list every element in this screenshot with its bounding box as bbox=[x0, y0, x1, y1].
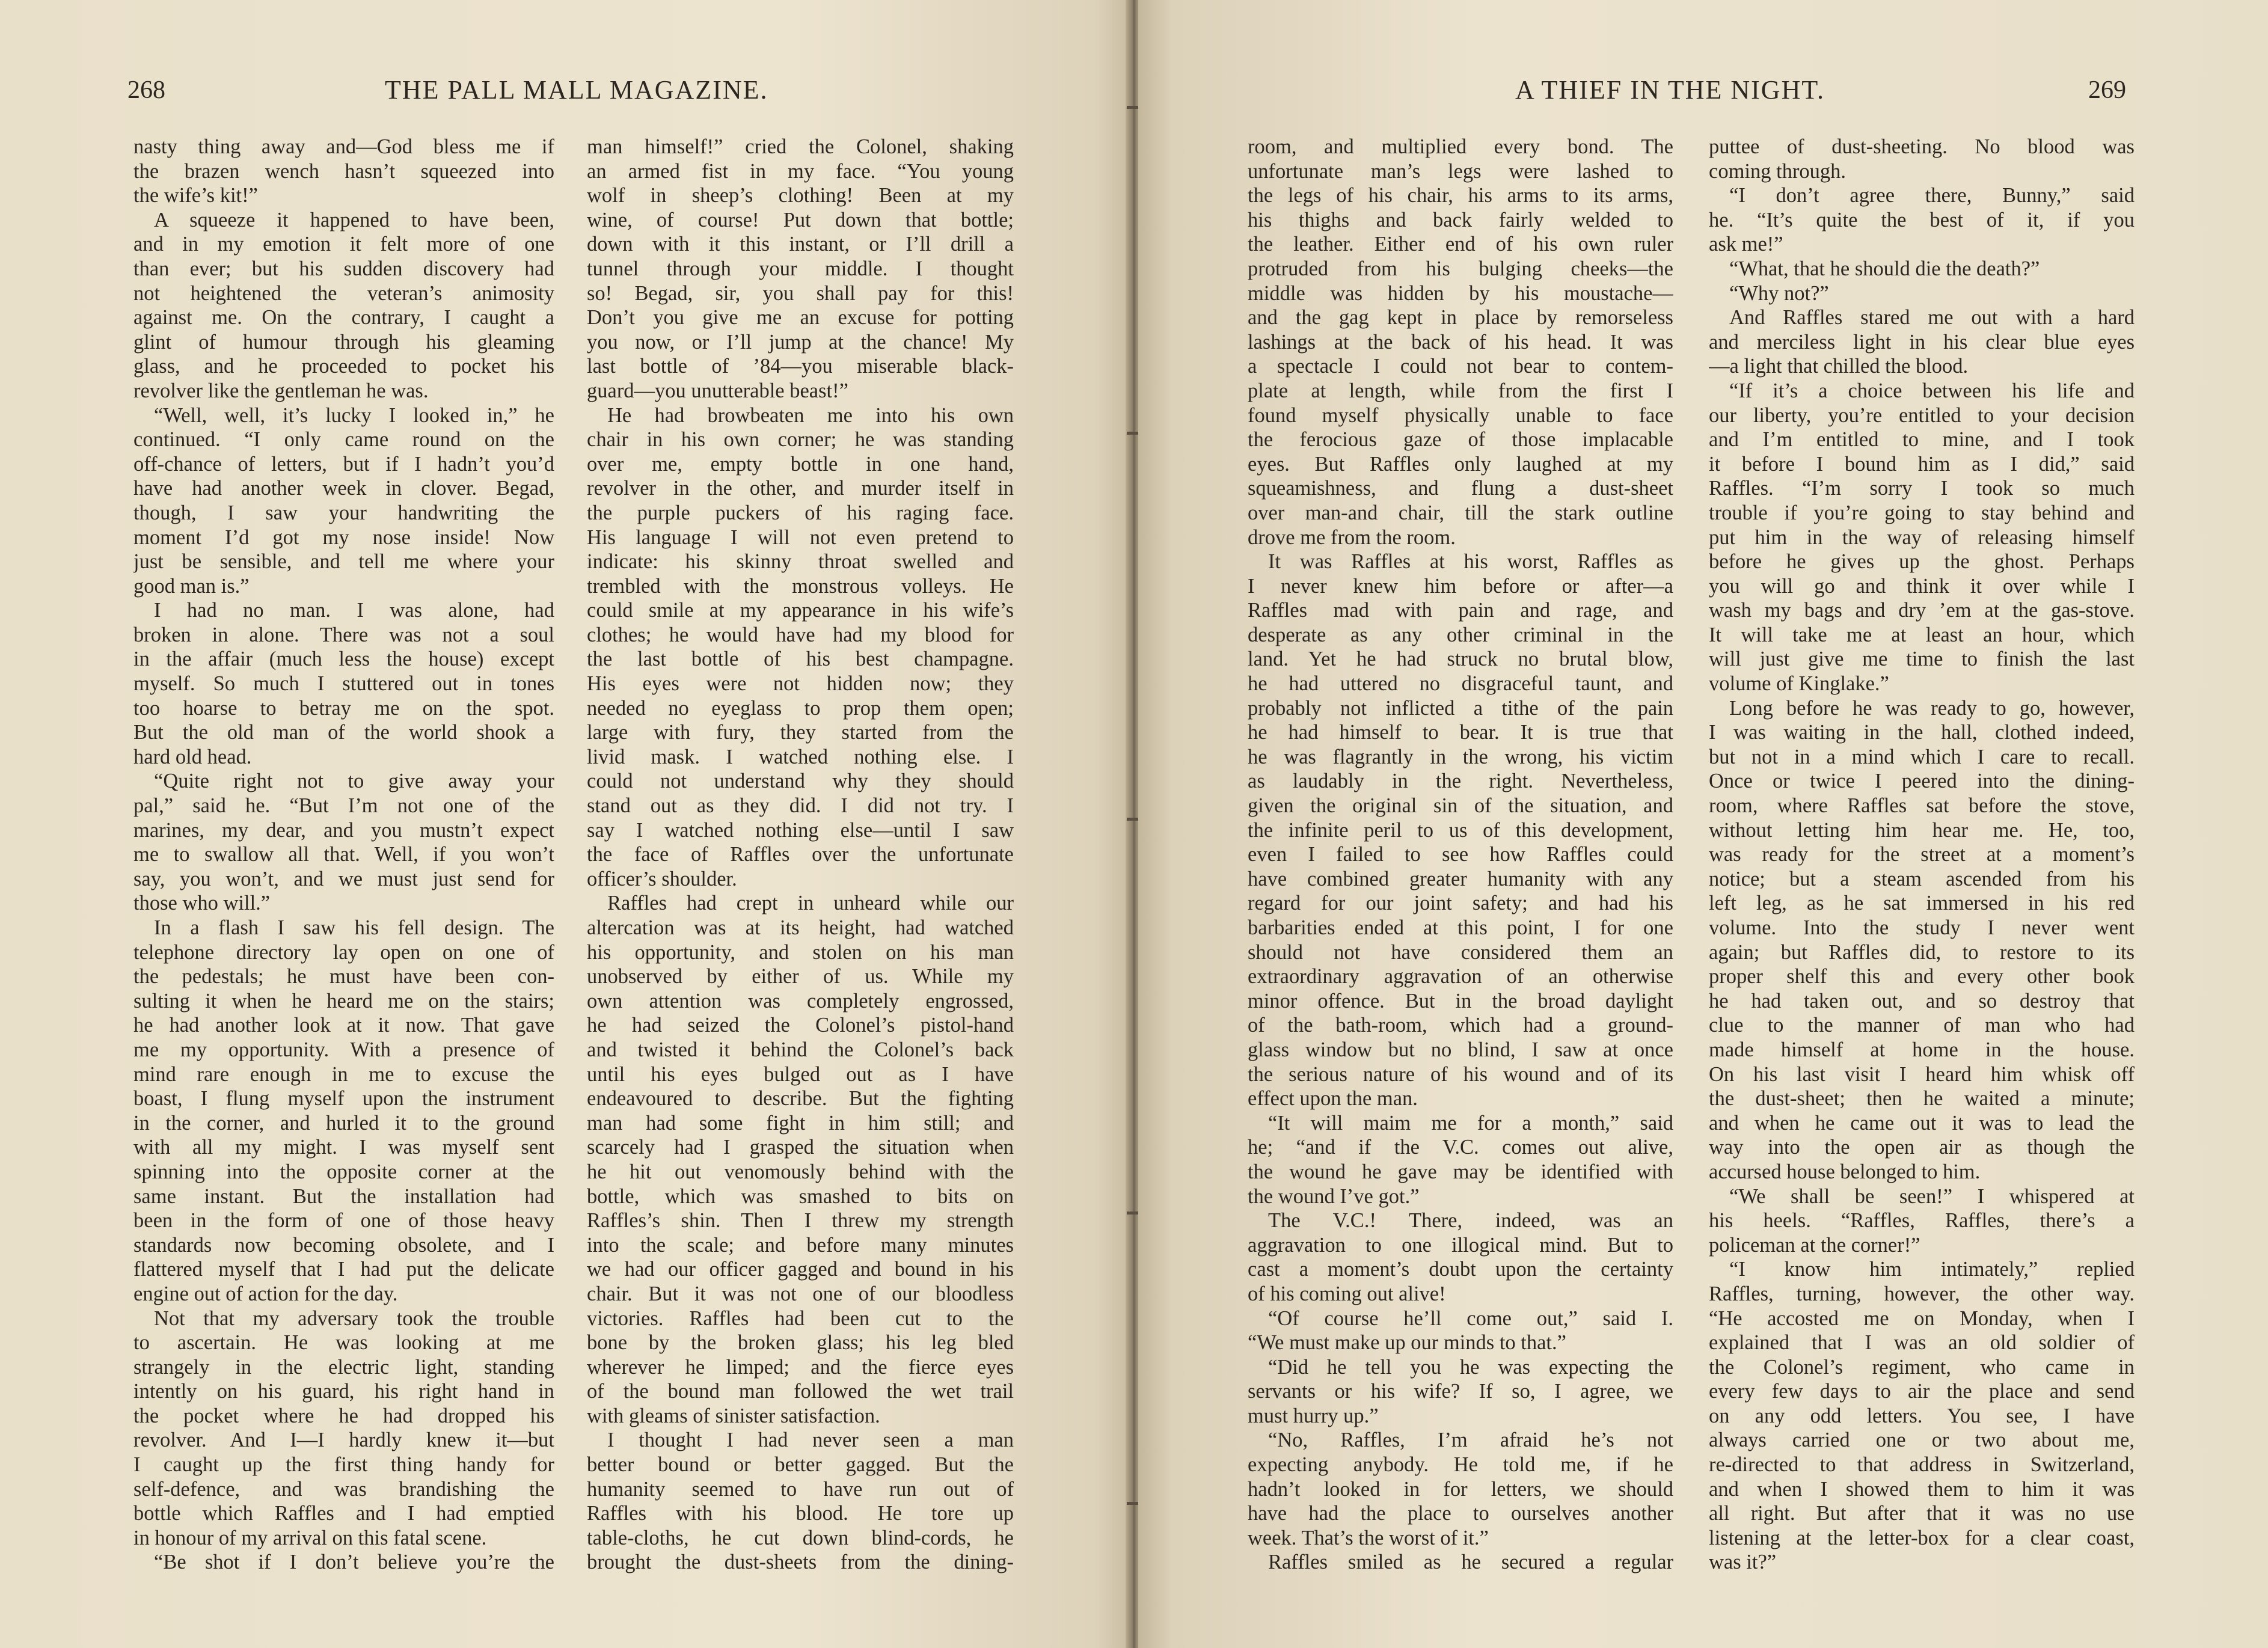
text-line: “Why not?” bbox=[1729, 281, 1829, 305]
text-line: boast, I flung myself upon the instrument bbox=[133, 1087, 554, 1110]
text-line: the pedestals; he must have been con- bbox=[133, 965, 554, 988]
text-line: down with it this instant, or I’ll drill a bbox=[587, 233, 1014, 256]
text-line: I was waiting in the hall, clothed indeed, bbox=[1709, 721, 2135, 744]
text-line: engine out of action for the day. bbox=[133, 1282, 398, 1305]
text-line: I thought I had never seen a man bbox=[607, 1429, 1014, 1452]
text-line: he had seized the Colonel’s pistol-hand bbox=[587, 1014, 1014, 1037]
text-line: needed no eyeglass to prop them open; bbox=[587, 696, 1014, 720]
text-line: trouble if you’re going to stay behind and bbox=[1709, 501, 2135, 524]
text-line: wash my bags and dry ’em at the gas-stove. bbox=[1709, 599, 2135, 622]
text-line: A squeeze it happened to have been, bbox=[154, 208, 554, 231]
text-line: spinning into the opposite corner at the bbox=[133, 1160, 554, 1183]
text-line: always carried one or two about me, bbox=[1709, 1429, 2135, 1452]
text-line: self-defence, and was brandishing the bbox=[133, 1477, 554, 1501]
text-line: “What, that he should die the death?” bbox=[1729, 257, 2040, 280]
text-column bbox=[133, 135, 554, 1575]
text-line: but not in a mind which I care to recall. bbox=[1709, 745, 2135, 768]
text-line: “Of course he’ll come out,” said I. bbox=[1268, 1306, 1673, 1330]
text-line: He had browbeaten me into his own bbox=[607, 403, 1014, 427]
text-line: extraordinary aggravation of an otherwise bbox=[1248, 965, 1673, 988]
text-line: way into the open air as though the bbox=[1709, 1136, 2135, 1159]
text-line: he had another look at it now. That gave bbox=[133, 1014, 554, 1037]
text-line: livid mask. I watched nothing else. I bbox=[587, 745, 1014, 768]
text-line: the pocket where he had dropped his bbox=[133, 1404, 554, 1427]
text-line: room, and multiplied every bond. The bbox=[1248, 135, 1673, 158]
text-line: have had the place to ourselves another bbox=[1248, 1502, 1673, 1525]
text-line: and when he came out it was to lead the bbox=[1709, 1111, 2135, 1135]
text-line: must hurry up.” bbox=[1248, 1404, 1379, 1427]
text-line: “No, Raffles, I’m afraid he’s not bbox=[1268, 1429, 1673, 1452]
text-line: The V.C.! There, indeed, was an bbox=[1268, 1209, 1673, 1233]
text-line: volume. Into the study I never went bbox=[1709, 916, 2135, 939]
text-line: Raffles. “I’m sorry I took so much bbox=[1709, 477, 2135, 500]
text-line: the brazen wench hasn’t squeezed into bbox=[133, 159, 554, 183]
text-line: he had taken out, and so destroy that bbox=[1709, 989, 2135, 1012]
text-line: and I’m entitled to mine, and I took bbox=[1709, 428, 2135, 452]
text-line: I had no man. I was alone, had bbox=[154, 599, 554, 622]
text-line: “It will maim me for a month,” said bbox=[1268, 1111, 1673, 1135]
text-line: barbarities ended at this point, I for one bbox=[1248, 916, 1673, 939]
text-line: officer’s shoulder. bbox=[587, 867, 737, 890]
text-line: nasty thing away and—God bless me if bbox=[133, 135, 554, 158]
text-line: as laudably in the right. Nevertheless, bbox=[1248, 770, 1673, 793]
text-line: have had another week in clover. Begad, bbox=[133, 477, 554, 500]
text-line: you will go and think it over while I bbox=[1709, 574, 2135, 598]
text-line: chair in his own corner; he was standing bbox=[587, 428, 1014, 452]
text-line: His eyes were not hidden now; they bbox=[587, 672, 1014, 696]
text-line: say I watched nothing else—until I saw bbox=[587, 818, 1014, 842]
text-line: with gleams of sinister satisfaction. bbox=[587, 1404, 880, 1427]
text-line: too hoarse to betray me on the spot. bbox=[133, 696, 554, 720]
text-line: I never knew him before or after—a bbox=[1248, 574, 1673, 598]
text-line: week. That’s the worst of it.” bbox=[1248, 1526, 1489, 1549]
text-line: off-chance of letters, but if I hadn’t you’d bbox=[133, 452, 554, 476]
text-line: drove me from the room. bbox=[1248, 525, 1456, 549]
text-line: pal,” said he. “But I’m not one of the bbox=[133, 794, 554, 818]
text-line: Not that my adversary took the trouble bbox=[154, 1306, 554, 1330]
text-line: altercation was at its height, had watched bbox=[587, 916, 1014, 939]
text-line: room, where Raffles sat before the stove, bbox=[1709, 794, 2135, 818]
text-line: an armed fist in my face. “You young bbox=[587, 159, 1014, 183]
text-line: glint of humour through his gleaming bbox=[133, 330, 554, 354]
text-line: endeavoured to describe. But the fighting bbox=[587, 1087, 1014, 1110]
text-line: the purple puckers of his raging face. bbox=[587, 501, 1014, 524]
text-line: accursed house belonged to him. bbox=[1709, 1160, 1981, 1183]
text-line: bottle which Raffles and I had emptied bbox=[133, 1502, 554, 1525]
text-line: servants or his wife? If so, I agree, we bbox=[1248, 1380, 1673, 1403]
text-line: the leather. Either end of his own ruler bbox=[1248, 233, 1673, 256]
text-line: flattered myself that I had put the delicate bbox=[133, 1258, 554, 1281]
text-line: glass window but no blind, I saw at once bbox=[1248, 1038, 1673, 1061]
text-line: In a flash I saw his fell design. The bbox=[154, 916, 554, 939]
text-line: ask me!” bbox=[1709, 233, 1783, 256]
text-line: with all my might. I was myself sent bbox=[133, 1136, 554, 1159]
text-line: so! Begad, sir, you shall pay for this! bbox=[587, 281, 1014, 305]
text-column bbox=[1248, 135, 1673, 1575]
text-line: Raffles’s shin. Then I threw my strength bbox=[587, 1209, 1014, 1233]
text-line: chair. But it was not one of our bloodless bbox=[587, 1282, 1014, 1305]
text-line: he had himself to bear. It is true that bbox=[1248, 721, 1673, 744]
text-line: eyes. But Raffles only laughed at my bbox=[1248, 452, 1673, 476]
running-head: A THIEF IN THE NIGHT. bbox=[1515, 75, 1825, 105]
text-line: and the gag kept in place by remorseless bbox=[1248, 306, 1673, 329]
text-column bbox=[1709, 135, 2135, 1575]
text-line: “He accosted me on Monday, when I bbox=[1709, 1306, 2135, 1330]
text-line: his opportunity, and stolen on his man bbox=[587, 940, 1014, 964]
text-line: of the bound man followed the wet trail bbox=[587, 1380, 1014, 1403]
text-line: middle was hidden by his moustache— bbox=[1248, 281, 1673, 305]
text-line: all right. But after that it was no use bbox=[1709, 1502, 2135, 1525]
text-line: Don’t you give me an excuse for potting bbox=[587, 306, 1014, 329]
text-line: man had some fight in him still; and bbox=[587, 1111, 1014, 1135]
text-line: It will take me at least an hour, which bbox=[1709, 623, 2135, 646]
text-line: over man-and chair, till the stark outline bbox=[1248, 501, 1673, 524]
text-line: even I failed to see how Raffles could bbox=[1248, 843, 1673, 866]
page-number: 269 bbox=[2088, 76, 2126, 104]
text-line: cast a moment’s doubt upon the certainty bbox=[1248, 1258, 1673, 1281]
text-line: he; “and if the V.C. comes out alive, bbox=[1248, 1136, 1673, 1159]
text-line: own attention was completely engrossed, bbox=[587, 989, 1014, 1012]
text-line: humanity seemed to have run out of bbox=[587, 1477, 1014, 1501]
text-line: have combined greater humanity with any bbox=[1248, 867, 1673, 890]
text-line: moment I’d got my nose inside! Now bbox=[133, 525, 554, 549]
text-line: could not understand why they should bbox=[587, 770, 1014, 793]
text-line: scarcely had I grasped the situation when bbox=[587, 1136, 1014, 1159]
text-line: Raffles with his blood. He tore up bbox=[587, 1502, 1014, 1525]
text-line: probably not inflicted a tithe of the pain bbox=[1248, 696, 1673, 720]
text-line: the face of Raffles over the unfortunate bbox=[587, 843, 1014, 866]
text-line: expecting anybody. He told me, if he bbox=[1248, 1453, 1673, 1477]
text-line: of the bath-room, which had a ground- bbox=[1248, 1014, 1673, 1037]
text-line: we had our officer gagged and bound in his bbox=[587, 1258, 1014, 1281]
text-column bbox=[587, 135, 1014, 1575]
running-head: THE PALL MALL MAGAZINE. bbox=[385, 75, 768, 105]
text-line: broken in alone. There was not a soul bbox=[133, 623, 554, 646]
text-line: the ferocious gaze of those implacable bbox=[1248, 428, 1673, 452]
text-line: not heightened the veteran’s animosity bbox=[133, 281, 554, 305]
text-line: bone by the broken glass; his leg bled bbox=[587, 1331, 1014, 1355]
text-line: marines, my dear, and you mustn’t expect bbox=[133, 818, 554, 842]
text-line: squeamishness, and flung a dust-sheet bbox=[1248, 477, 1673, 500]
text-line: clue to the manner of man who had bbox=[1709, 1014, 2135, 1037]
text-line: tunnel through your middle. I thought bbox=[587, 257, 1014, 280]
text-line: —a light that chilled the blood. bbox=[1709, 355, 1969, 378]
right-page bbox=[1138, 0, 2268, 1648]
text-line: aggravation to one illogical mind. But to bbox=[1248, 1233, 1673, 1257]
text-line: continued. “I only came round on the bbox=[133, 428, 554, 452]
text-line: should not have considered them an bbox=[1248, 940, 1673, 964]
text-line: better bound or better gagged. But the bbox=[587, 1453, 1014, 1477]
text-line: indicate: his skinny throat swelled and bbox=[587, 550, 1014, 574]
text-line: it before I bound him as I did,” said bbox=[1709, 452, 2135, 476]
text-line: guard—you unutterable beast!” bbox=[587, 379, 848, 402]
page-number: 268 bbox=[127, 76, 165, 104]
text-line: and twisted it behind the Colonel’s back bbox=[587, 1038, 1014, 1061]
text-line: every few days to air the place and send bbox=[1709, 1380, 2135, 1403]
text-line: It was Raffles at his worst, Raffles as bbox=[1268, 550, 1673, 574]
text-line: protruded from his bulging cheeks—the bbox=[1248, 257, 1673, 280]
text-line: Raffles had crept in unheard while our bbox=[607, 892, 1014, 915]
text-line: listening at the letter-box for a clear coast, bbox=[1709, 1526, 2135, 1549]
text-line: left leg, as he sat immersed in his red bbox=[1709, 892, 2135, 915]
text-line: revolver. And I—I hardly knew it—but bbox=[133, 1429, 554, 1452]
text-line: Raffles smiled as he secured a regular bbox=[1268, 1551, 1673, 1574]
text-line: myself. So much I stuttered out in tones bbox=[133, 672, 554, 696]
text-line: and merciless light in his clear blue eyes bbox=[1709, 330, 2135, 354]
text-line: plate at length, while from the first I bbox=[1248, 379, 1673, 402]
text-line: land. Yet he had struck no brutal blow, bbox=[1248, 648, 1673, 671]
text-line: could smile at my appearance in his wife’s bbox=[587, 599, 1014, 622]
text-line: Once or twice I peered into the dining- bbox=[1709, 770, 2135, 793]
text-line: “I don’t agree there, Bunny,” said bbox=[1729, 184, 2135, 207]
text-line: standards now becoming obsolete, and I bbox=[133, 1233, 554, 1257]
text-line: given the original sin of the situation, and bbox=[1248, 794, 1673, 818]
text-line: And Raffles stared me out with a hard bbox=[1729, 306, 2135, 329]
text-line: made himself at home in the house. bbox=[1709, 1038, 2135, 1061]
text-line: the wife’s kit!” bbox=[133, 184, 258, 207]
text-line: “I know him intimately,” replied bbox=[1729, 1258, 2135, 1281]
text-line: on any odd letters. You see, I have bbox=[1709, 1404, 2135, 1427]
text-line: the wound I’ve got.” bbox=[1248, 1184, 1420, 1208]
text-line: unfortunate man’s legs were lashed to bbox=[1248, 159, 1673, 183]
text-line: “If it’s a choice between his life and bbox=[1729, 379, 2135, 402]
text-line: a spectacle I could not bear to contem- bbox=[1248, 355, 1673, 378]
text-line: he was flagrantly in the wrong, his victim bbox=[1248, 745, 1673, 768]
text-line: was ready for the street at a moment’s bbox=[1709, 843, 2135, 866]
text-line: proper shelf this and every other book bbox=[1709, 965, 2135, 988]
text-line: glass, and he proceeded to pocket his bbox=[133, 355, 554, 378]
text-line: over me, empty bottle in one hand, bbox=[587, 452, 1014, 476]
text-line: effect upon the man. bbox=[1248, 1087, 1418, 1110]
text-line: put him in the way of releasing himself bbox=[1709, 525, 2135, 549]
text-line: me my opportunity. With a presence of bbox=[133, 1038, 554, 1061]
text-line: and in my emotion it felt more of one bbox=[133, 233, 554, 256]
text-line: “Did he tell you he was expecting the bbox=[1268, 1355, 1673, 1379]
text-line: telephone directory lay open on one of bbox=[133, 940, 554, 964]
text-line: me to swallow all that. Well, if you won’t bbox=[133, 843, 554, 866]
text-line: his heels. “Raffles, Raffles, there’s a bbox=[1709, 1209, 2135, 1233]
text-line: same instant. But the installation had bbox=[133, 1184, 554, 1208]
text-line: just be sensible, and tell me where your bbox=[133, 550, 554, 574]
text-line: in honour of my arrival on this fatal scene. bbox=[133, 1526, 487, 1549]
text-line: of his coming out alive! bbox=[1248, 1282, 1446, 1305]
text-line: in the corner, and hurled it to the ground bbox=[133, 1111, 554, 1135]
text-line: against me. On the contrary, I caught a bbox=[133, 306, 554, 329]
text-line: will just give me time to finish the last bbox=[1709, 648, 2135, 671]
text-line: unobserved by either of us. While my bbox=[587, 965, 1014, 988]
text-line: sulting it when he heard me on the stairs; bbox=[133, 989, 554, 1012]
text-line: But the old man of the world shook a bbox=[133, 721, 554, 744]
text-line: intently on his guard, his right hand in bbox=[133, 1380, 554, 1403]
text-line: good man is.” bbox=[133, 574, 250, 598]
text-line: to ascertain. He was looking at me bbox=[133, 1331, 554, 1355]
text-line: clothes; he would have had my blood for bbox=[587, 623, 1014, 646]
text-line: Long before he was ready to go, however, bbox=[1729, 696, 2135, 720]
text-line: though, I saw your handwriting the bbox=[133, 501, 554, 524]
text-line: without letting him hear me. He, too, bbox=[1709, 818, 2135, 842]
text-line: minor offence. But in the broad daylight bbox=[1248, 989, 1673, 1012]
text-line: hard old head. bbox=[133, 745, 252, 768]
text-line: “We must make up our minds to that.” bbox=[1248, 1331, 1566, 1355]
text-line: puttee of dust-sheeting. No blood was bbox=[1709, 135, 2135, 158]
text-line: lashings at the back of his head. It was bbox=[1248, 330, 1673, 354]
text-line: victories. Raffles had been cut to the bbox=[587, 1306, 1014, 1330]
text-line: large with fury, they started from the bbox=[587, 721, 1014, 744]
text-line: the infinite peril to us of this development, bbox=[1248, 818, 1673, 842]
text-line: desperate as any other criminal in the bbox=[1248, 623, 1673, 646]
text-line: revolver in the other, and murder itself in bbox=[587, 477, 1014, 500]
text-line: was it?” bbox=[1709, 1551, 1777, 1574]
text-line: “Well, well, it’s lucky I looked in,” he bbox=[154, 403, 554, 427]
text-line: the Colonel’s regiment, who came in bbox=[1709, 1355, 2135, 1379]
text-line: stand out as they did. I did not try. I bbox=[587, 794, 1014, 818]
text-line: and when I showed them to him it was bbox=[1709, 1477, 2135, 1501]
text-line: “We shall be seen!” I whispered at bbox=[1729, 1184, 2135, 1208]
text-line: hadn’t looked in for letters, we should bbox=[1248, 1477, 1673, 1501]
text-line: trembled with the monstrous volleys. He bbox=[587, 574, 1014, 598]
text-line: volume of Kinglake.” bbox=[1709, 672, 1889, 696]
text-line: into the scale; and before many minutes bbox=[587, 1233, 1014, 1257]
text-line: Raffles mad with pain and rage, and bbox=[1248, 599, 1673, 622]
text-line: the wound he gave may be identified with bbox=[1248, 1160, 1673, 1183]
text-line: notice; but a steam ascended from his bbox=[1709, 867, 2135, 890]
text-line: wolf in sheep’s clothing! Been at my bbox=[587, 184, 1014, 207]
text-line: policeman at the corner!” bbox=[1709, 1233, 1920, 1257]
text-line: revolver like the gentleman he was. bbox=[133, 379, 429, 402]
text-line: wine, of course! Put down that bottle; bbox=[587, 208, 1014, 231]
text-line: explained that I was an old soldier of bbox=[1709, 1331, 2135, 1355]
text-line: say, you won’t, and we must just send for bbox=[133, 867, 554, 890]
text-line: our liberty, you’re entitled to your decision bbox=[1709, 403, 2135, 427]
text-line: regard for our joint safety; and had his bbox=[1248, 892, 1673, 915]
text-line: “Quite right not to give away your bbox=[154, 770, 554, 793]
text-line: man himself!” cried the Colonel, shaking bbox=[587, 135, 1014, 158]
text-line: wherever he limped; and the fierce eyes bbox=[587, 1355, 1014, 1379]
text-line: mind rare enough in me to excuse the bbox=[133, 1062, 554, 1086]
text-line: table-cloths, he cut down blind-cords, he bbox=[587, 1526, 1014, 1549]
text-line: coming through. bbox=[1709, 159, 1847, 183]
text-line: he hit out venomously behind with the bbox=[587, 1160, 1014, 1183]
text-line: the legs of his chair, his arms to its arms, bbox=[1248, 184, 1673, 207]
text-line: On his last visit I heard him whisk off bbox=[1709, 1062, 2135, 1086]
text-line: in the affair (much less the house) except bbox=[133, 648, 554, 671]
text-line: again; but Raffles did, to restore to its bbox=[1709, 940, 2135, 964]
text-line: than ever; but his sudden discovery had bbox=[133, 257, 554, 280]
text-line: those who will.” bbox=[133, 892, 271, 915]
text-line: I caught up the first thing handy for bbox=[133, 1453, 554, 1477]
text-line: the last bottle of his best champagne. bbox=[587, 648, 1014, 671]
text-line: brought the dust-sheets from the dining- bbox=[587, 1551, 1014, 1574]
text-line: the serious nature of his wound and of its bbox=[1248, 1062, 1673, 1086]
text-line: re-directed to that address in Switzerland, bbox=[1709, 1453, 2135, 1477]
text-line: Raffles, turning, however, the other way. bbox=[1709, 1282, 2135, 1305]
text-line: he. “It’s quite the best of it, if you bbox=[1709, 208, 2135, 231]
text-line: until his eyes bulged out as I have bbox=[587, 1062, 1014, 1086]
text-line: last bottle of ’84—you miserable black- bbox=[587, 355, 1014, 378]
text-line: bottle, which was smashed to bits on bbox=[587, 1184, 1014, 1208]
text-line: you now, or I’ll jump at the chance! My bbox=[587, 330, 1014, 354]
text-line: “Be shot if I don’t believe you’re the bbox=[154, 1551, 554, 1574]
left-page bbox=[0, 0, 1129, 1648]
text-line: His language I will not even pretend to bbox=[587, 525, 1014, 549]
text-line: before he gives up the ghost. Perhaps bbox=[1709, 550, 2135, 574]
text-line: found myself physically unable to face bbox=[1248, 403, 1673, 427]
text-line: been in the form of one of those heavy bbox=[133, 1209, 554, 1233]
text-line: his thighs and back fairly welded to bbox=[1248, 208, 1673, 231]
text-line: he had uttered no disgraceful taunt, and bbox=[1248, 672, 1673, 696]
text-line: strangely in the electric light, standing bbox=[133, 1355, 554, 1379]
text-line: the dust-sheet; then he waited a minute; bbox=[1709, 1087, 2135, 1110]
